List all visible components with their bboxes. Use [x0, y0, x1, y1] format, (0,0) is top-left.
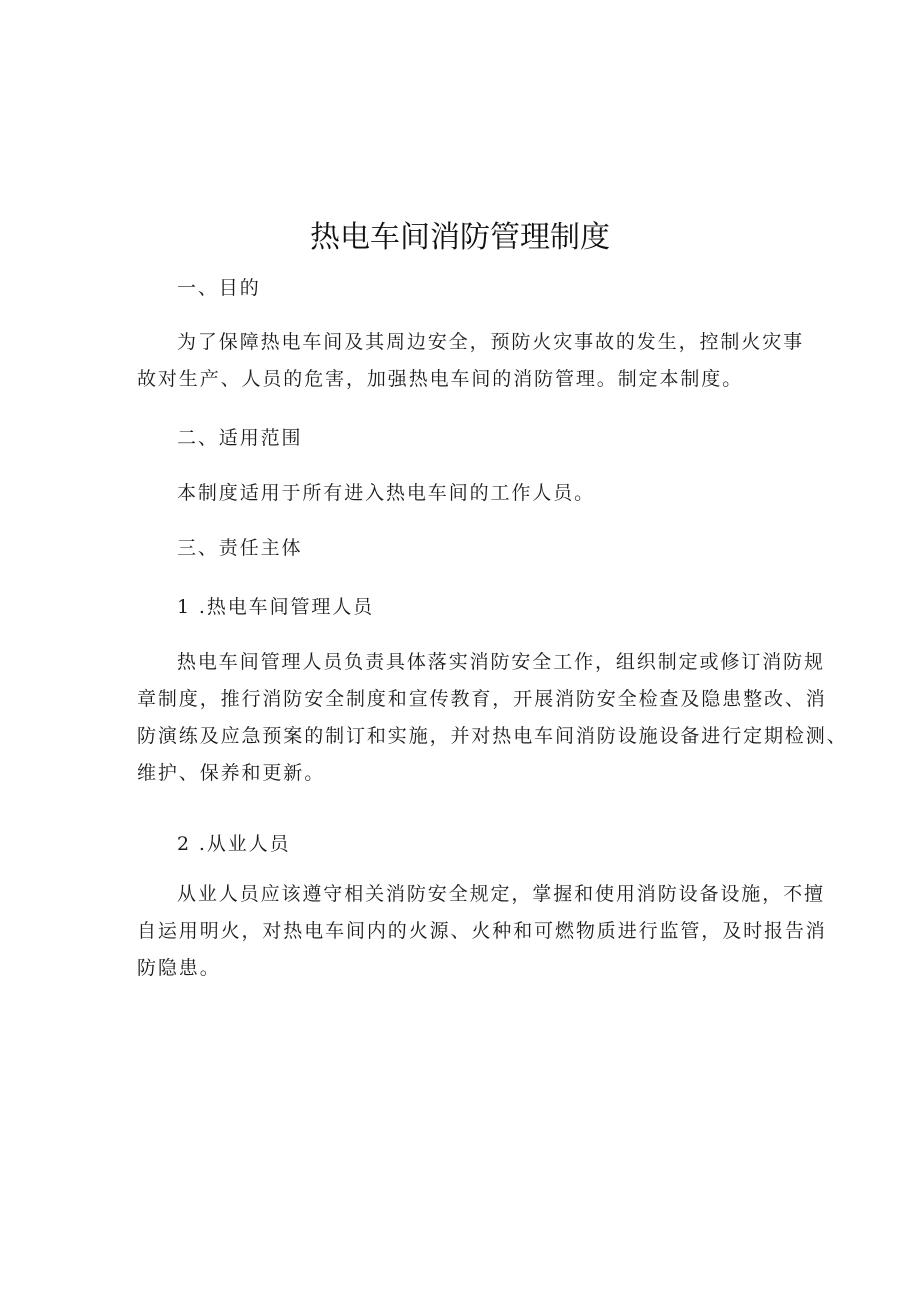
paragraph-line: 维护、保养和更新。	[137, 762, 326, 784]
document-title: 热电车间消防管理制度	[310, 220, 610, 255]
section-heading-text: 三、责任主体	[177, 537, 303, 559]
paragraph-scope	[137, 476, 805, 510]
subheading-text: 1 .热电车间管理人员	[177, 596, 375, 618]
paragraph-line: 为了保障热电车间及其周边安全，预防火灾事故的发生，控制火灾事	[177, 331, 805, 353]
subheading-managers	[137, 590, 805, 624]
paragraph-line: 热电车间管理人员负责具体落实消防安全工作，组织制定或修订消防规	[177, 651, 825, 673]
paragraph-line: 防隐患。	[137, 957, 221, 979]
paragraph-managers	[137, 645, 848, 790]
paragraph-line: 自运用明火，对热电车间内的火源、火种和可燃物质进行监管，及时报告消	[137, 920, 827, 942]
subheading-workers	[137, 827, 805, 861]
paragraph-line: 从业人员应该遵守相关消防安全规定，掌握和使用消防设备设施，不擅	[177, 883, 825, 905]
paragraph-line: 防演练及应急预案的制订和实施，并对热电车间消防设施设备进行定期检测、	[137, 725, 848, 747]
paragraph-line: 故对生产、人员的危害，加强热电车间的消防管理。制定本制度。	[137, 368, 744, 390]
section-heading-purpose	[137, 271, 805, 305]
subheading-text: 2 .从业人员	[177, 833, 291, 855]
section-heading-text: 一、目的	[177, 277, 261, 299]
paragraph-purpose	[137, 325, 805, 396]
paragraph-workers	[137, 877, 827, 985]
paragraph-line: 本制度适用于所有进入热电车间的工作人员。	[177, 482, 596, 504]
section-heading-scope	[137, 421, 805, 455]
section-heading-responsibility	[137, 531, 805, 565]
section-heading-text: 二、适用范围	[177, 427, 303, 449]
paragraph-line: 章制度，推行消防安全制度和宣传教育，开展消防安全检查及隐患整改、消	[137, 688, 827, 710]
